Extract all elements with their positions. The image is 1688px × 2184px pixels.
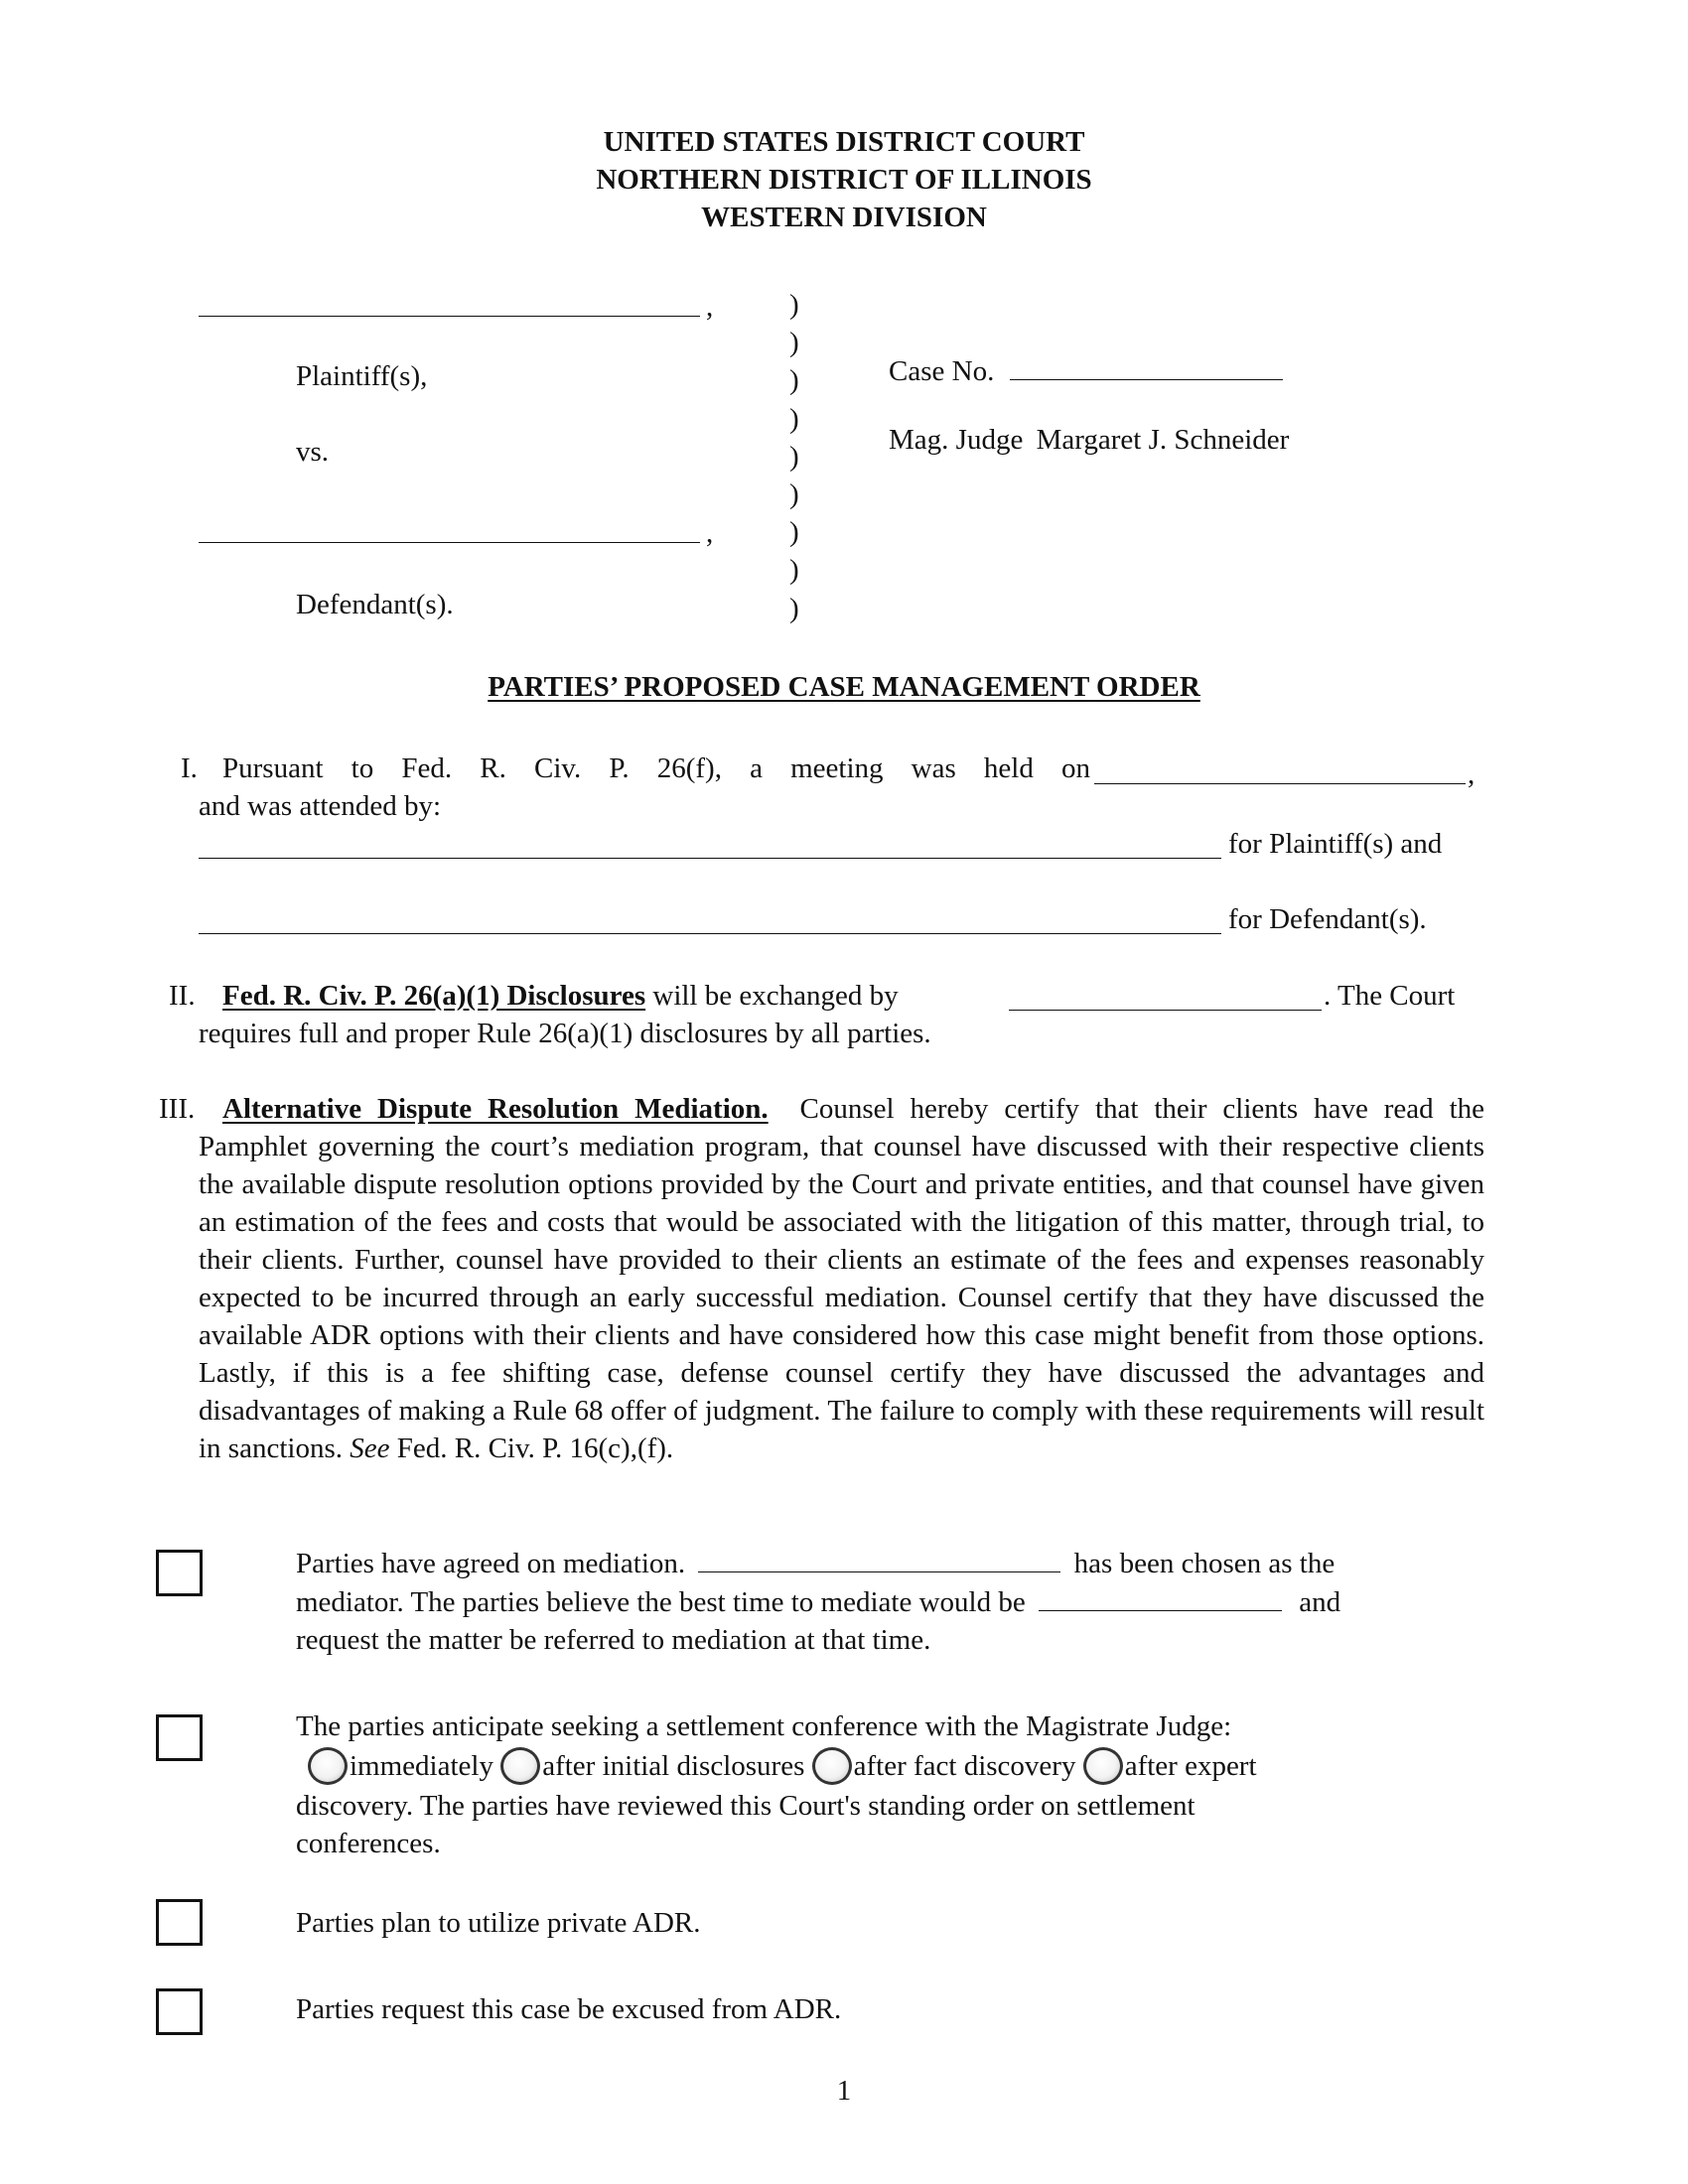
excused-adr-checkbox[interactable] <box>156 1988 203 2035</box>
court-district: NORTHERN DISTRICT OF ILLINOIS <box>596 164 1092 196</box>
court-header <box>0 123 1688 236</box>
section-1-attended: and was attended by: <box>199 790 442 822</box>
private-adr-label: Parties plan to utilize private ADR. <box>296 1907 701 1939</box>
radio-after-fact-discovery-label: after fact discovery <box>853 1750 1076 1782</box>
settlement-text-a: The parties anticipate seeking a settlement conference with the Magistrate Judge: <box>296 1710 1232 1742</box>
meeting-date-comma: , <box>1468 758 1476 790</box>
radio-immediately[interactable] <box>308 1747 348 1785</box>
document-title: PARTIES’ PROPOSED CASE MANAGEMENT ORDER <box>488 671 1200 703</box>
mediation-line-1 <box>296 1544 1487 1582</box>
section-2-heading: Fed. R. Civ. P. 26(a)(1) Disclosures <box>222 980 646 1012</box>
paren: ) <box>789 289 799 321</box>
settlement-checkbox[interactable] <box>156 1714 203 1761</box>
for-defendant-label: for Defendant(s). <box>1228 903 1427 935</box>
paren: ) <box>789 592 799 624</box>
paren: ) <box>789 402 799 435</box>
section-2-requirement: requires full and proper Rule 26(a)(1) disclosures by all parties. <box>199 1018 931 1049</box>
mediation-text-e: request the matter be referred to mediation at that time. <box>296 1624 931 1656</box>
radio-after-expert-label: after expert <box>1124 1750 1257 1782</box>
section-1-lead: Pursuant to Fed. R. Civ. P. 26(f), a meeting was held on <box>222 752 1090 784</box>
section-2-lead: will be exchanged by <box>652 980 899 1012</box>
court-division: WESTERN DIVISION <box>701 202 987 233</box>
section-3-number: III. <box>159 1093 196 1125</box>
mediator-name-field[interactable] <box>698 1544 1060 1572</box>
plaintiff-counsel-field[interactable] <box>199 858 1221 859</box>
mediation-text-a: Parties have agreed on mediation. <box>296 1548 686 1579</box>
section-1-number: I. <box>181 752 198 784</box>
plaintiff-label: Plaintiff(s), <box>296 360 428 392</box>
defendant-name-field[interactable] <box>199 542 700 543</box>
paren: ) <box>789 554 799 587</box>
mediation-text-b: has been chosen as the <box>1073 1548 1336 1579</box>
judge-name: Margaret J. Schneider <box>1036 424 1290 456</box>
section-3-body <box>199 1090 1484 1467</box>
radio-after-initial-disclosures-label: after initial disclosures <box>542 1750 805 1782</box>
plaintiff-name-field[interactable] <box>199 316 700 317</box>
paren: ) <box>789 440 799 473</box>
mediation-text-d: and <box>1299 1586 1341 1618</box>
mediation-text-c: mediator. The parties believe the best time to mediate would be <box>296 1586 1026 1618</box>
radio-immediately-label: immediately <box>350 1750 493 1782</box>
paren: ) <box>789 478 799 510</box>
paren: ) <box>789 516 799 549</box>
plaintiff-comma: , <box>706 291 714 323</box>
case-number-row <box>889 351 1283 390</box>
paren: ) <box>789 327 799 359</box>
for-plaintiff-label: for Plaintiff(s) and <box>1228 828 1443 860</box>
section-2-line-1 <box>222 977 899 1015</box>
disclosure-date-field[interactable] <box>1009 1010 1322 1011</box>
case-number-label: Case No. <box>889 355 995 387</box>
paren: ) <box>789 364 799 397</box>
caption-separator <box>789 286 809 627</box>
judge-row <box>889 421 1289 459</box>
defendant-label: Defendant(s). <box>296 589 454 620</box>
settlement-text-b: discovery. The parties have reviewed this Court's standing order on settlement <box>296 1790 1196 1822</box>
mediation-time-field[interactable] <box>1039 1582 1282 1611</box>
defendant-counsel-field[interactable] <box>199 933 1221 934</box>
settlement-timing-options <box>308 1747 1487 1787</box>
excused-adr-label: Parties request this case be excused from ADR. <box>296 1993 842 2025</box>
settlement-option <box>296 1707 1487 1862</box>
private-adr-checkbox[interactable] <box>156 1899 203 1946</box>
section-1-text <box>222 750 1090 787</box>
section-3-text: Counsel hereby certify that their clients have read the Pamphlet governing the court’s mediation program, that counsel have discussed with their respective clients the available dispute resolution options provided by the Court and private entities, and that counsel have given an estimation of the fees and costs that would be associated with the litigation of this matter, through trial, to their clients. Further, counsel have provided to their clients an estimate of the fees and expenses reasonably expected to be incurred through an early successful mediation. Counsel certify that they have discussed the available ADR options with their clients and have considered how this case might benefit from those options. Lastly, if this is a fee shifting case, defense counsel certify they have discussed the advantages and disadvantages of making a Rule 68 offer of judgment. The failure to comply with these requirements will result in sanctions. <box>199 1093 1485 1464</box>
section-3-cite: Fed. R. Civ. P. 16(c),(f). <box>396 1433 674 1464</box>
section-2-court: . The Court <box>1324 980 1456 1012</box>
radio-after-initial-disclosures[interactable] <box>500 1747 540 1785</box>
meeting-date-field[interactable] <box>1094 783 1466 784</box>
case-number-field[interactable] <box>1010 351 1283 380</box>
radio-after-fact-discovery[interactable] <box>812 1747 852 1785</box>
mediation-checkbox[interactable] <box>156 1550 203 1596</box>
page-number: 1 <box>836 2075 852 2107</box>
settlement-text-c: conferences. <box>296 1828 441 1859</box>
judge-label: Mag. Judge <box>889 424 1024 456</box>
mediation-line-2 <box>296 1582 1487 1621</box>
section-3-see: See <box>350 1433 390 1464</box>
section-3-heading: Alternative Dispute Resolution Mediation. <box>222 1093 769 1125</box>
vs-label: vs. <box>296 436 330 468</box>
section-2-number: II. <box>169 980 196 1012</box>
court-name: UNITED STATES DISTRICT COURT <box>603 126 1085 158</box>
radio-after-expert-discovery[interactable] <box>1083 1747 1123 1785</box>
mediation-option <box>296 1544 1487 1659</box>
defendant-comma: , <box>706 517 714 549</box>
